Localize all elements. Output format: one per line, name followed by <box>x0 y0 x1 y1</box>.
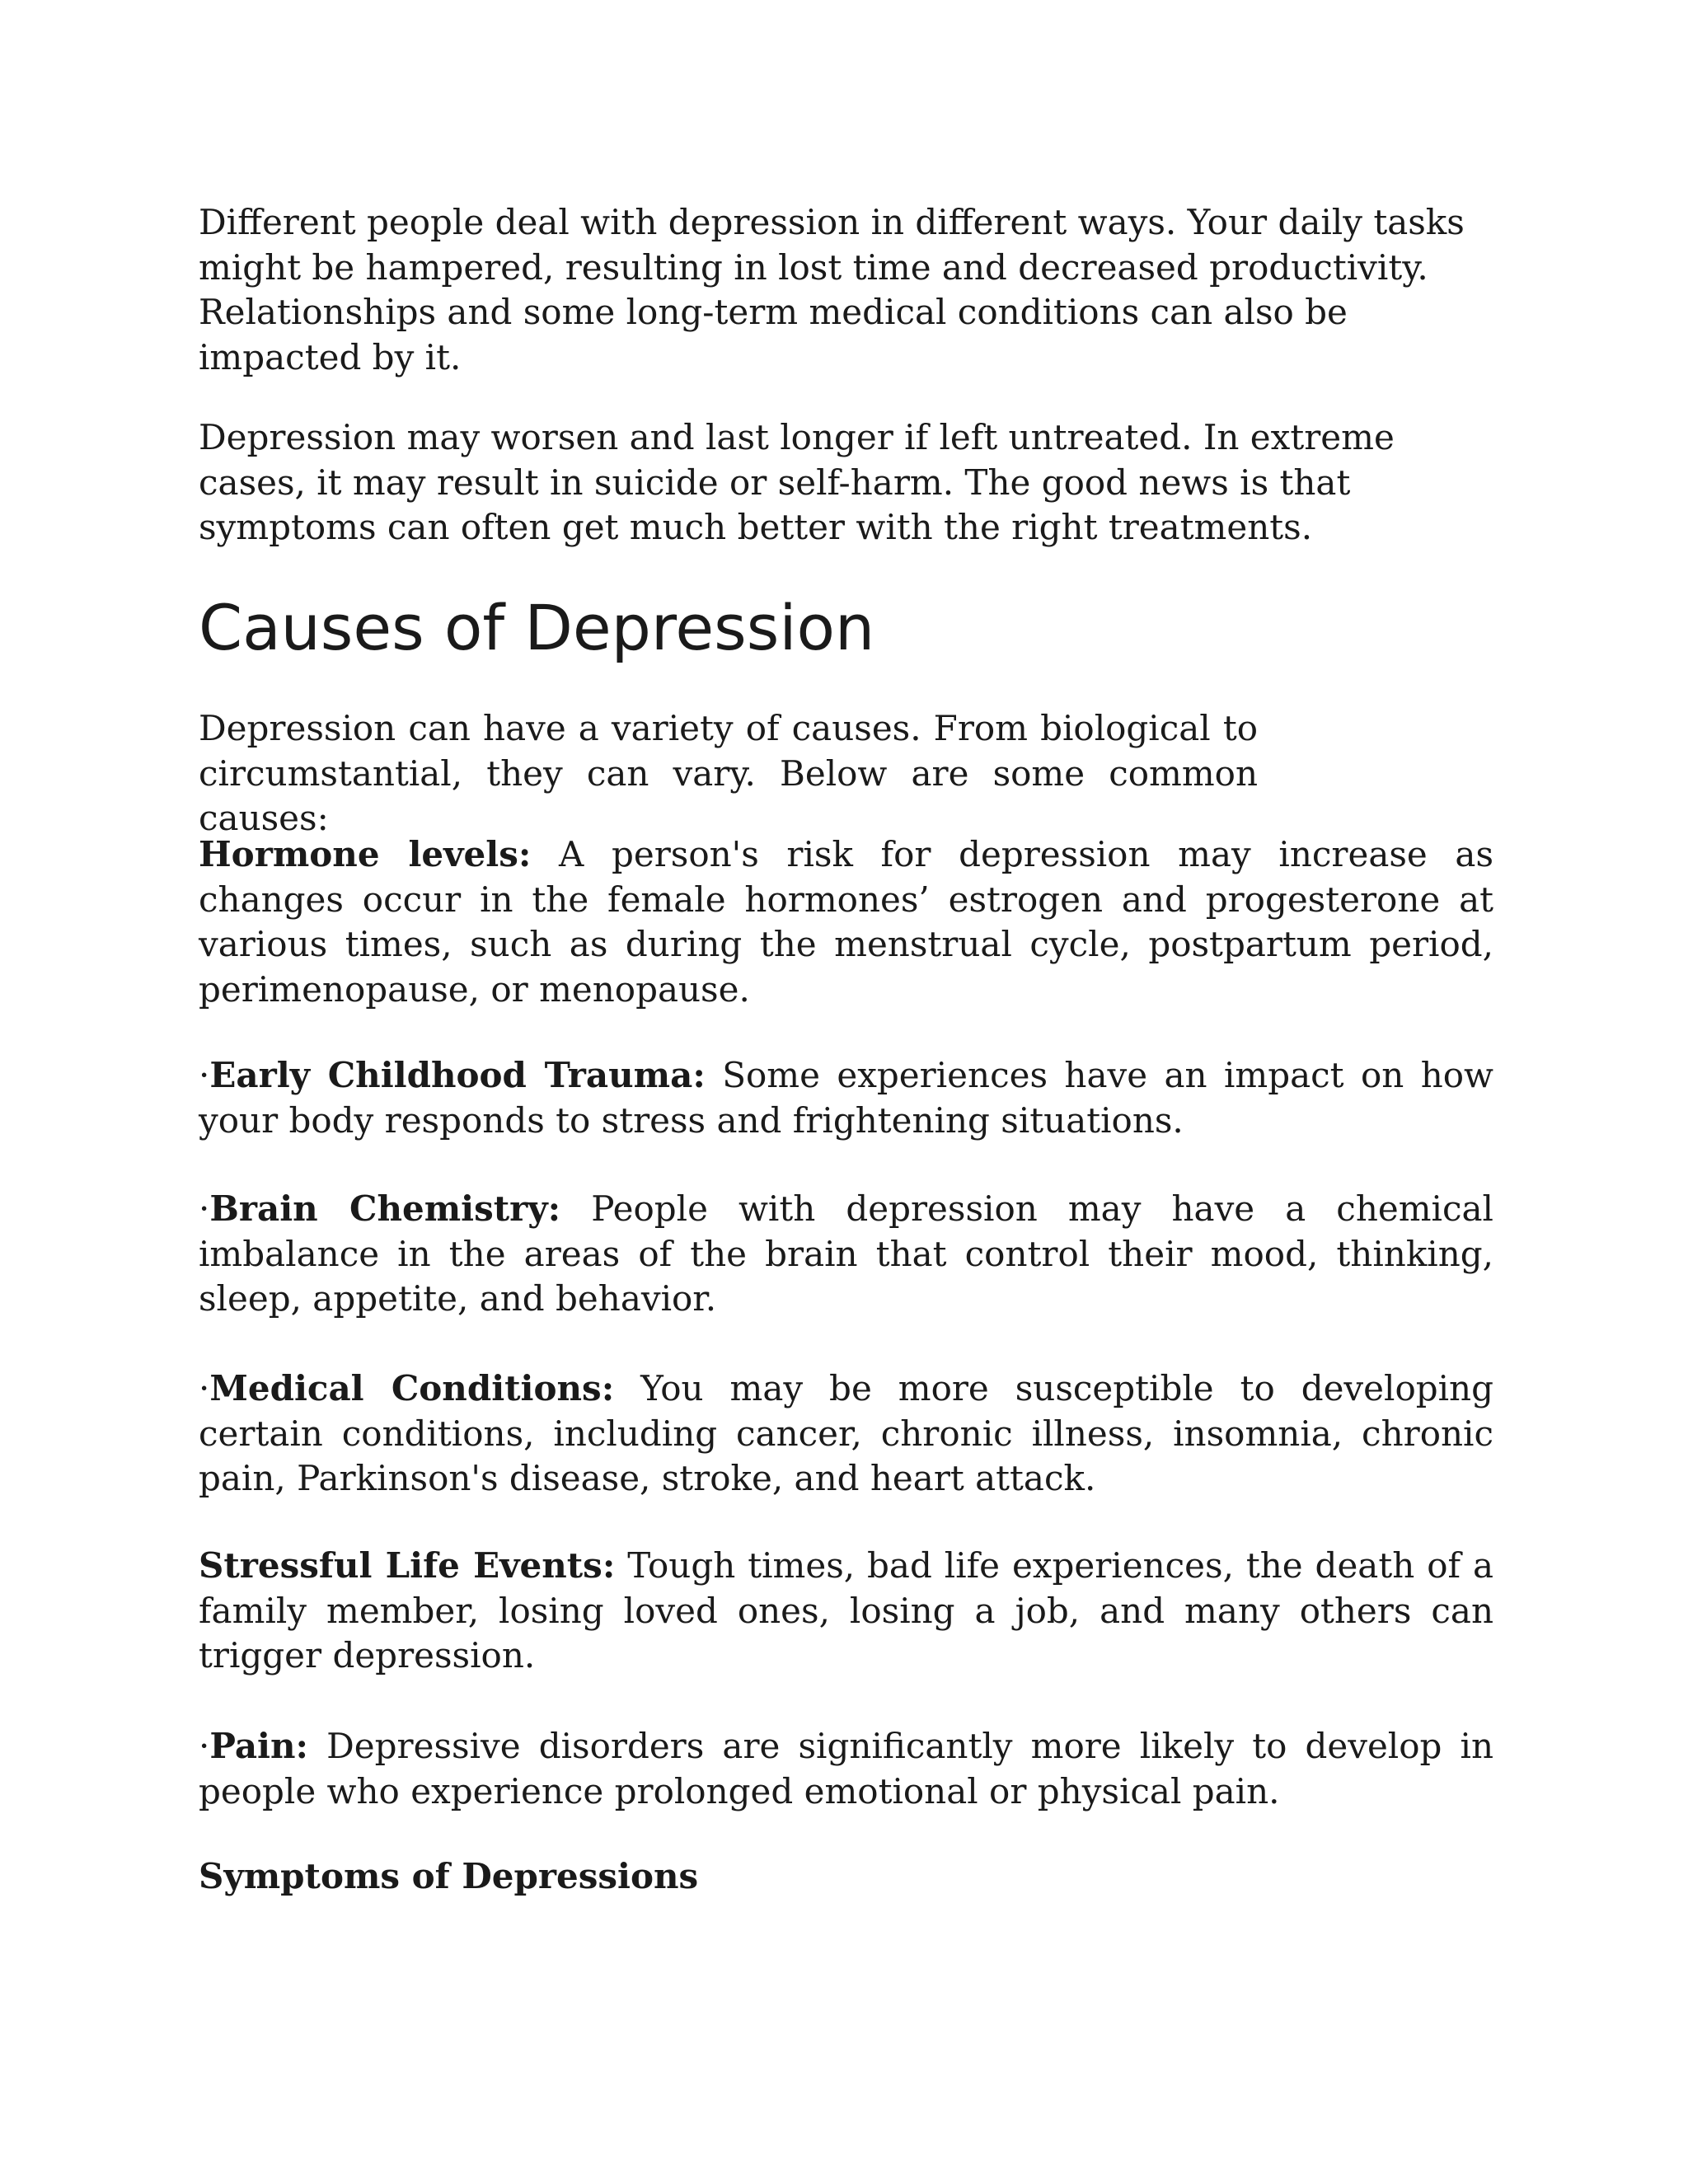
causes-intro: Depression can have a variety of causes. From biological to circumstantial, they can vary. Below are some common causes: <box>199 708 1258 838</box>
cause-item-text: Some experiences have an impact on how your body responds to stress and frightening situations. <box>199 1055 1493 1141</box>
cause-item-term: Early Childhood Trauma: <box>209 1055 706 1095</box>
cause-item-text: Tough times, bad life experiences, the death of a family member, losing loved ones, losing a job, and many others can trigger depression. <box>199 1545 1493 1675</box>
cause-item-bullet: · <box>199 1726 210 1766</box>
cause-item-stressful-life-events <box>199 1544 1493 1679</box>
cause-item-bullet: · <box>199 1188 210 1229</box>
cause-item-bullet: · <box>199 1368 210 1408</box>
causes-heading: Causes of Depression <box>199 591 875 664</box>
cause-item-term: Stressful Life Events: <box>199 1545 616 1586</box>
cause-item-text: You may be more susceptible to developing certain conditions, including cancer, chronic illness, insomnia, chronic pain, Parkinson's disease, stroke, and heart attack. <box>199 1368 1493 1498</box>
cause-item-bullet: · <box>199 1055 210 1095</box>
cause-item-term: Brain Chemistry: <box>209 1188 561 1229</box>
intro-paragraph-1: Different people deal with depression in different ways. Your daily tasks might be hampered, resulting in lost time and decreased productivity. Relationships and some long-term medical conditions can also be impacted by it. <box>199 202 1465 377</box>
cause-item-text: People with depression may have a chemical imbalance in the areas of the brain that control their mood, thinking, sleep, appetite, and behavior. <box>199 1188 1493 1319</box>
cause-item-term: Pain: <box>209 1726 309 1766</box>
cause-item-brain-chemistry <box>199 1187 1493 1322</box>
symptoms-heading: Symptoms of Depressions <box>199 1856 699 1896</box>
cause-item-early-childhood-trauma <box>199 1053 1493 1143</box>
cause-item-term: Medical Conditions: <box>209 1368 615 1408</box>
cause-item-medical-conditions <box>199 1366 1493 1502</box>
cause-item-hormone-levels <box>199 832 1493 1012</box>
cause-item-text: Depressive disorders are significantly more likely to develop in people who experience prolonged emotional or physical pain. <box>199 1726 1493 1811</box>
cause-item-term: Hormone levels: <box>199 834 532 874</box>
cause-item-pain <box>199 1724 1493 1814</box>
intro-paragraph-2: Depression may worsen and last longer if left untreated. In extreme cases, it may result in suicide or self-harm. The good news is that symptoms can often get much better with the right treatments. <box>199 417 1395 547</box>
cause-item-text: A person's risk for depression may increase as changes occur in the female hormones’ estrogen and progesterone at various times, such as during the menstrual cycle, postpartum period, perimenopause, or menopause. <box>199 834 1493 1010</box>
